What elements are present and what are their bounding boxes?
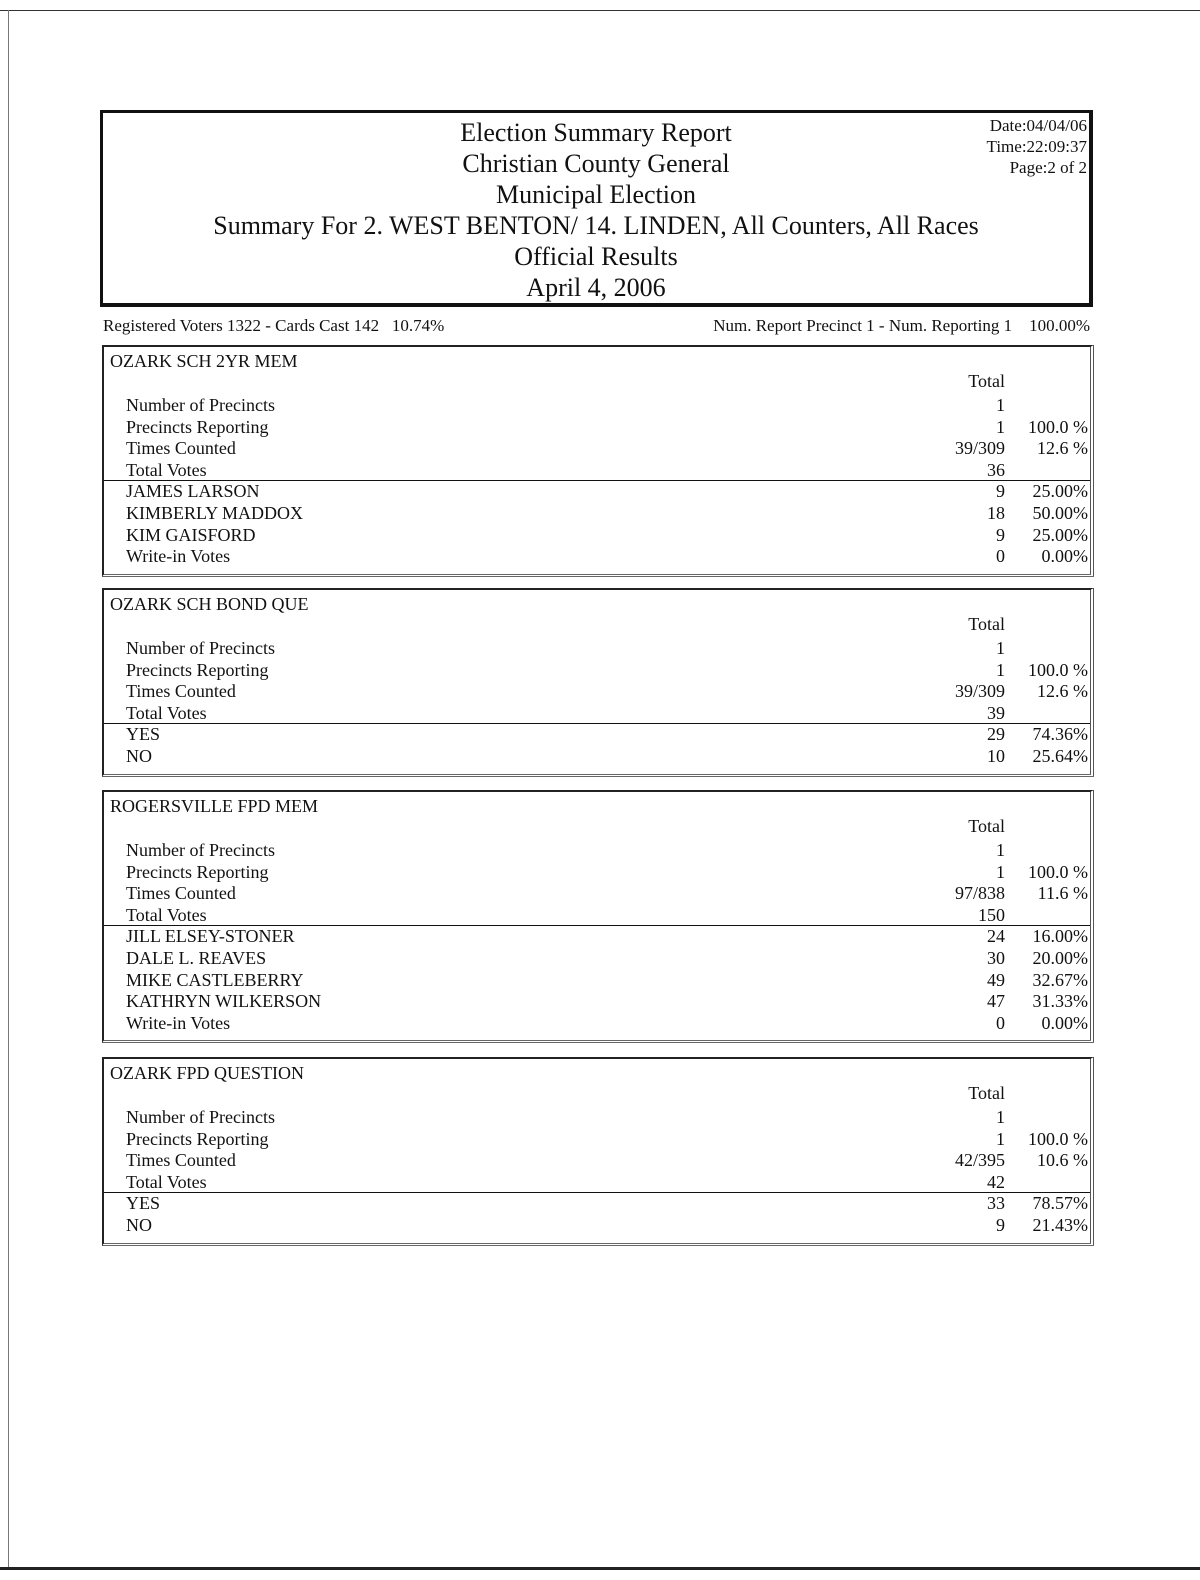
- stat-label: Total Votes: [126, 904, 207, 925]
- page-top-rule: [0, 10, 1200, 11]
- race-stat-row: [104, 1128, 1090, 1150]
- report-election: Municipal Election: [495, 180, 696, 209]
- vote-count: 49: [987, 969, 1005, 990]
- stat-label: Precincts Reporting: [126, 861, 269, 882]
- stat-label: Times Counted: [126, 438, 236, 459]
- stat-value: 1: [996, 840, 1005, 860]
- page-bottom-rule: [0, 1567, 1200, 1570]
- stat-label: Times Counted: [126, 681, 236, 702]
- vote-percent: 31.33%: [1032, 991, 1088, 1012]
- vote-percent: 78.57%: [1032, 1193, 1088, 1214]
- stat-percent: 12.6 %: [1037, 681, 1088, 702]
- candidate-row: [104, 969, 1090, 991]
- stat-value: 39/309: [954, 681, 1005, 702]
- candidate-row: [104, 1192, 1090, 1214]
- meta-page: Page:2 of 2: [1009, 158, 1087, 177]
- candidate-name: NO: [126, 1215, 152, 1235]
- stat-value: 1: [996, 1107, 1005, 1127]
- vote-count: 47: [987, 991, 1005, 1012]
- candidate-row: [104, 1214, 1090, 1236]
- stat-label: Total Votes: [126, 1171, 207, 1192]
- candidate-name: Write-in Votes: [126, 546, 231, 567]
- race-stat-row: [104, 882, 1090, 904]
- stat-label: Number of Precincts: [126, 395, 275, 415]
- race-title: OZARK SCH BOND QUE: [110, 594, 309, 614]
- candidate-row: [104, 545, 1090, 567]
- candidate-name: JILL ELSEY-STONER: [126, 926, 295, 947]
- report-status: Official Results: [514, 242, 678, 271]
- vote-percent: 21.43%: [1032, 1215, 1088, 1235]
- race-stat-row: [104, 1171, 1090, 1193]
- stat-label: Times Counted: [126, 1150, 236, 1171]
- race-stat-row: [104, 680, 1090, 702]
- stat-value: 150: [978, 904, 1005, 925]
- stat-value: 1: [996, 1128, 1005, 1149]
- total-column-header: Total: [968, 614, 1005, 634]
- stat-value: 1: [996, 395, 1005, 415]
- vote-count: 18: [987, 503, 1005, 523]
- stat-label: Number of Precincts: [126, 1107, 275, 1127]
- candidate-name: KIM GAISFORD: [126, 524, 256, 545]
- candidate-name: NO: [126, 746, 152, 766]
- stat-value: 39: [987, 702, 1005, 723]
- stat-value: 36: [987, 459, 1005, 480]
- race-stat-row: [104, 659, 1090, 681]
- vote-percent: 74.36%: [1032, 724, 1088, 745]
- race-box: [102, 790, 1094, 1043]
- vote-percent: 20.00%: [1032, 948, 1088, 968]
- stat-value: 97/838: [954, 883, 1005, 904]
- stat-percent: 11.6 %: [1037, 883, 1088, 904]
- candidate-name: Write-in Votes: [126, 1012, 231, 1033]
- total-column-header: Total: [968, 816, 1005, 836]
- race-stat-row: [104, 459, 1090, 481]
- race-stat-row: [104, 1149, 1090, 1171]
- total-column-header: Total: [968, 371, 1005, 391]
- report-meta: [987, 115, 1087, 178]
- report-summary-scope: Summary For 2. WEST BENTON/ 14. LINDEN, All Counters, All Races: [213, 211, 979, 240]
- stat-label: Total Votes: [126, 702, 207, 723]
- candidate-name: YES: [126, 724, 161, 745]
- vote-count: 10: [987, 746, 1005, 766]
- race-stat-row: [104, 904, 1090, 926]
- stat-value: 42: [987, 1171, 1005, 1192]
- report-county: Christian County General: [462, 149, 730, 178]
- vote-count: 0: [996, 546, 1005, 567]
- vote-count: 9: [996, 481, 1005, 502]
- stat-label: Precincts Reporting: [126, 416, 269, 437]
- candidate-name: KATHRYN WILKERSON: [126, 991, 322, 1012]
- registered-voters-summary: Registered Voters 1322 - Cards Cast 142 10.74%: [103, 316, 445, 335]
- report-header: [100, 110, 1093, 307]
- race-stat-row: [104, 702, 1090, 724]
- race-stat-row: [104, 861, 1090, 883]
- report-title-block: [103, 117, 1089, 303]
- race-stat-row: [104, 394, 1090, 416]
- stat-value: 42/395: [954, 1150, 1005, 1171]
- race-box: [102, 345, 1094, 577]
- total-column-header: Total: [968, 1083, 1005, 1103]
- vote-count: 9: [996, 524, 1005, 545]
- stat-value: 39/309: [954, 438, 1005, 459]
- vote-percent: 25.00%: [1032, 481, 1088, 502]
- vote-count: 24: [987, 926, 1005, 947]
- vote-count: 30: [987, 948, 1005, 968]
- stat-value: 1: [996, 638, 1005, 658]
- vote-count: 29: [987, 724, 1005, 745]
- stat-percent: 100.0 %: [1028, 861, 1088, 882]
- race-stat-row: [104, 437, 1090, 459]
- meta-date: Date:04/04/06: [989, 116, 1087, 135]
- stat-percent: 10.6 %: [1037, 1150, 1088, 1171]
- candidate-row: [104, 925, 1090, 947]
- vote-percent: 16.00%: [1032, 926, 1088, 947]
- vote-percent: 0.00%: [1041, 546, 1088, 567]
- candidate-row: [104, 745, 1090, 767]
- candidate-name: YES: [126, 1193, 161, 1214]
- candidate-name: KIMBERLY MADDOX: [126, 503, 304, 523]
- candidate-name: JAMES LARSON: [126, 481, 260, 502]
- race-box: [102, 1057, 1094, 1246]
- vote-count: 33: [987, 1193, 1005, 1214]
- race-box: [102, 588, 1094, 777]
- vote-percent: 0.00%: [1041, 1012, 1088, 1033]
- stat-label: Precincts Reporting: [126, 659, 269, 680]
- candidate-row: [104, 723, 1090, 745]
- stat-percent: 100.0 %: [1028, 416, 1088, 437]
- stat-label: Total Votes: [126, 459, 207, 480]
- candidate-row: [104, 947, 1090, 969]
- race-title: OZARK SCH 2YR MEM: [110, 351, 298, 371]
- vote-percent: 50.00%: [1032, 503, 1088, 523]
- vote-percent: 25.64%: [1032, 746, 1088, 766]
- candidate-row: [104, 502, 1090, 524]
- candidate-row: [104, 1012, 1090, 1034]
- candidate-row: [104, 990, 1090, 1012]
- stat-value: 1: [996, 416, 1005, 437]
- stat-label: Number of Precincts: [126, 638, 275, 658]
- report-title: Election Summary Report: [460, 118, 732, 147]
- precinct-reporting-summary: Num. Report Precinct 1 - Num. Reporting 1 100.00%: [713, 316, 1090, 335]
- candidate-row: [104, 524, 1090, 546]
- meta-time: Time:22:09:37: [986, 137, 1087, 156]
- race-title: ROGERSVILLE FPD MEM: [110, 796, 319, 816]
- race-stat-row: [104, 1106, 1090, 1128]
- vote-count: 9: [996, 1215, 1005, 1235]
- page-left-rule: [8, 10, 9, 1570]
- race-stat-row: [104, 839, 1090, 861]
- vote-percent: 32.67%: [1032, 969, 1088, 990]
- report-date: April 4, 2006: [526, 273, 666, 302]
- race-stat-row: [104, 637, 1090, 659]
- stat-percent: 100.0 %: [1028, 1128, 1088, 1149]
- stat-value: 1: [996, 659, 1005, 680]
- stat-percent: 12.6 %: [1037, 438, 1088, 459]
- race-title: OZARK FPD QUESTION: [110, 1063, 305, 1083]
- stat-label: Precincts Reporting: [126, 1128, 269, 1149]
- stat-label: Number of Precincts: [126, 840, 275, 860]
- vote-percent: 25.00%: [1032, 524, 1088, 545]
- candidate-name: DALE L. REAVES: [126, 948, 267, 968]
- stat-value: 1: [996, 861, 1005, 882]
- race-stat-row: [104, 416, 1090, 438]
- candidate-name: MIKE CASTLEBERRY: [126, 969, 304, 990]
- candidate-row: [104, 480, 1090, 502]
- stat-label: Times Counted: [126, 883, 236, 904]
- stat-percent: 100.0 %: [1028, 659, 1088, 680]
- vote-count: 0: [996, 1012, 1005, 1033]
